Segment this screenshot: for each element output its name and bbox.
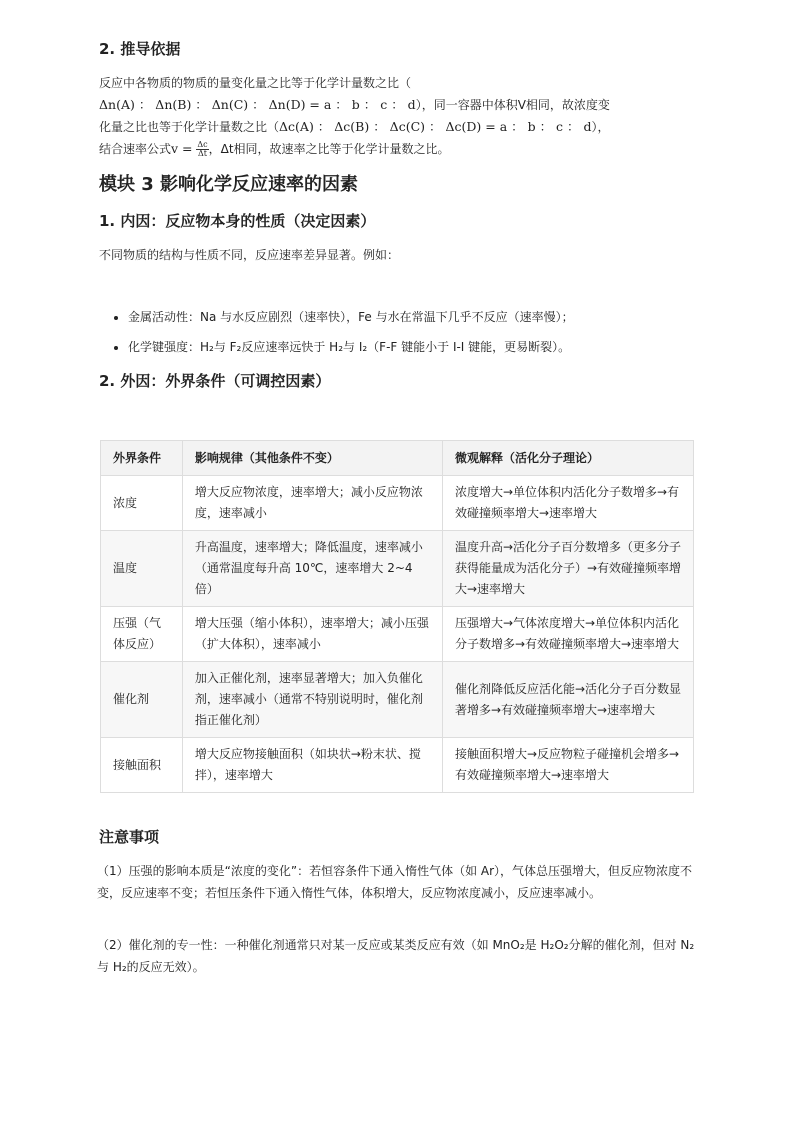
basis-paragraph <box>99 72 699 160</box>
delta-c-ratio-formula: Δc(A) ： Δc(B) ： Δc(C) ： Δc(D) = a ： b ： c ： d <box>279 119 592 134</box>
table-cell: 温度 <box>101 531 183 607</box>
table-cell: 加入正催化剂，速率显著增大；加入负催化剂，速率减小（通常不特别说明时，催化剂指正催化剂） <box>182 662 442 738</box>
list-item: • 金属活动性：Na 与水反应剧烈（速率快），Fe 与水在常温下几乎不反应（速率慢）； <box>128 306 688 328</box>
external-factors-table <box>100 440 694 793</box>
table-row <box>101 607 694 662</box>
basis-line-3 <box>99 116 699 138</box>
table-row <box>101 738 694 793</box>
basis-text: 结合速率公式 <box>99 142 172 156</box>
delta-n-ratio-formula: Δn(A) ： Δn(B) ： Δn(C) ： Δn(D) = a ： b ： c ： d <box>99 97 416 112</box>
table-cell: 浓度 <box>101 476 183 531</box>
external-heading: 2. 外因：外界条件（可调控因素） <box>99 372 331 390</box>
table-cell: 增大反应物浓度，速率增大；减小反应物浓度，速率减小 <box>182 476 442 531</box>
basis-text: ）， <box>591 120 610 134</box>
table-cell: 增大压强（缩小体积），速率增大；减小压强（扩大体积），速率减小 <box>182 607 442 662</box>
table-cell: 压强（气体反应） <box>101 607 183 662</box>
table-cell: 压强增大→气体浓度增大→单位体积内活化分子数增多→有效碰撞频率增大→速率增大 <box>442 607 693 662</box>
table-cell: 增大反应物接触面积（如块状→粉末状、搅拌），速率增大 <box>182 738 442 793</box>
basis-line-2 <box>99 94 699 116</box>
table-cell: 催化剂降低反应活化能→活化分子百分数显著增多→有效碰撞频率增大→速率增大 <box>442 662 693 738</box>
basis-heading: 2. 推导依据 <box>99 40 181 58</box>
table-row <box>101 476 694 531</box>
column-header-explanation: 微观解释（活化分子理论） <box>442 441 693 476</box>
column-header-condition: 外界条件 <box>101 441 183 476</box>
table-row <box>101 662 694 738</box>
table-header-row <box>101 441 694 476</box>
table-cell: 温度升高→活化分子百分数增多（更多分子获得能量成为活化分子）→有效碰撞频率增大→速率增大 <box>442 531 693 607</box>
table-row <box>101 531 694 607</box>
internal-examples-list <box>110 306 688 366</box>
table-cell: 接触面积增大→反应物粒子碰撞机会增多→有效碰撞频率增大→速率增大 <box>442 738 693 793</box>
basis-text: ），同一容器中体积V相同，故浓度变 <box>415 98 610 112</box>
column-header-rule: 影响规律（其他条件不变） <box>182 441 442 476</box>
basis-line-1 <box>99 72 699 94</box>
table-cell: 浓度增大→单位体积内活化分子数增多→有效碰撞频率增大→速率增大 <box>442 476 693 531</box>
internal-heading: 1. 内因：反应物本身的性质（决定因素） <box>99 212 376 230</box>
basis-text: 反应中各物质的物质的量变化量之比等于化学计量数之比（ <box>99 76 412 90</box>
list-item: • 化学键强度：H₂与 F₂反应速率远快于 H₂与 I₂（F-F 键能小于 I-I 键能，更易断裂）。 <box>128 336 688 358</box>
module-heading: 模块 3 影响化学反应速率的因素 <box>99 174 359 195</box>
internal-intro: 不同物质的结构与性质不同，反应速率差异显著。例如： <box>99 248 400 262</box>
table-cell: 升高温度，速率增大；降低温度，速率减小（通常温度每升高 10℃，速率增大 2~4 倍） <box>182 531 442 607</box>
table-cell: 催化剂 <box>101 662 183 738</box>
note-item: （1）压强的影响本质是“浓度的变化”：若恒容条件下通入惰性气体（如 Ar），气体总压强增大，但反应物浓度不变，反应速率不变；若恒压条件下通入惰性气体，体积增大，反应物浓度减小，反应速率减小。 <box>97 864 693 900</box>
rate-fraction <box>196 141 208 158</box>
notes-heading: 注意事项 <box>99 828 160 846</box>
basis-line-4 <box>99 138 699 160</box>
note-item: （2）催化剂的专一性：一种催化剂通常只对某一反应或某类反应有效（如 MnO₂是 H₂O₂分解的催化剂，但对 N₂与 H₂的反应无效）。 <box>97 938 695 974</box>
basis-text: ，Δt相同，故速率之比等于化学计量数之比。 <box>208 142 450 156</box>
rate-formula: v = <box>171 141 193 156</box>
fraction-numerator: Δc <box>197 140 208 149</box>
table-cell: 接触面积 <box>101 738 183 793</box>
basis-text: 化量之比也等于化学计量数之比（ <box>99 120 280 134</box>
fraction-denominator: Δt <box>197 149 207 158</box>
